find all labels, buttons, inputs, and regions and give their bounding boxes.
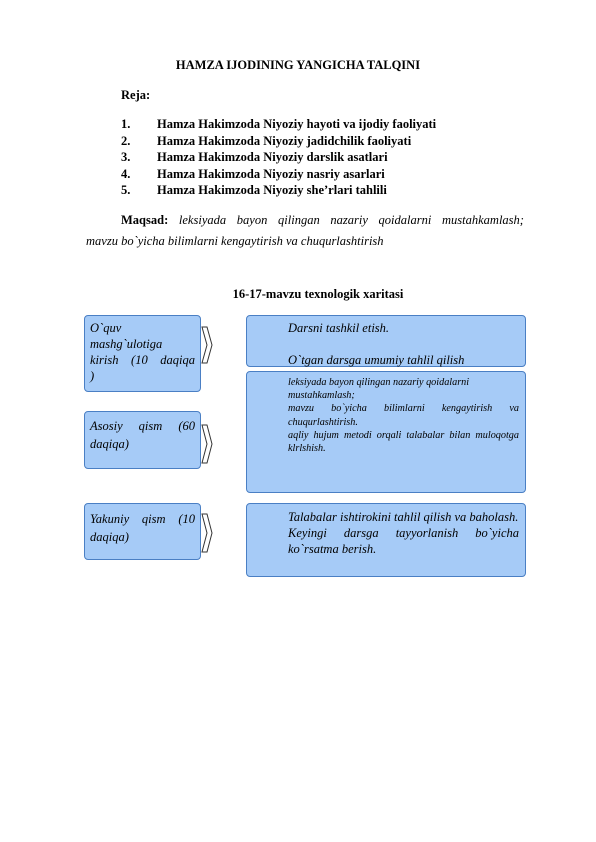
- section-subtitle: 16-17-mavzu texnologik xaritasi: [232, 287, 404, 301]
- plan-item-number: 4.: [121, 166, 131, 181]
- goal-word: leksiyada: [178, 213, 227, 227]
- stage-label-line: kirish (10 daqiqa: [90, 353, 195, 367]
- plan-item: [121, 182, 436, 199]
- stage-final-box: [84, 503, 201, 560]
- arrow-right-icon: [201, 326, 213, 364]
- stage-label-line: Asosiy qism (60: [90, 419, 195, 433]
- goal-line-2: [86, 231, 524, 252]
- goal-label: Maqsad:: [121, 213, 169, 227]
- plan-item-text: Hamza Hakimzoda Niyoziy hayoti va ijodiy faoliyati: [157, 117, 437, 131]
- arrow-right-icon: [201, 513, 213, 553]
- stage-label-line: daqiqa): [90, 437, 129, 451]
- stage-main-box: [84, 411, 201, 469]
- goal-word: nazariy: [330, 213, 368, 227]
- plan-heading: Reja:: [121, 88, 151, 102]
- stage-label-line: ): [90, 369, 95, 383]
- arrow-right-icon: [201, 424, 213, 464]
- plan-item-number: 3.: [121, 150, 131, 164]
- content-line: Keyingi darsga tayyorlanish bo`yicha ko`rsatma berish.: [288, 526, 519, 556]
- plan-item: [121, 149, 436, 166]
- goal-line-2-text: mavzu bo`yicha bilimlarni kengaytirish va chuqurlashtirish: [86, 234, 384, 248]
- content-line: leksiyada bayon qilingan nazariy qoidalarni mustahkamlash;: [288, 377, 470, 402]
- stage-main-content: [246, 371, 526, 493]
- stage-label-line: Yakuniy qism (10: [90, 512, 195, 526]
- stage-label-line: O`quv: [90, 321, 122, 335]
- plan-item-number: 5.: [121, 183, 131, 197]
- stage-intro-content: [246, 315, 526, 367]
- stage-final-content: [246, 503, 526, 577]
- plan-item-text: Hamza Hakimzoda Niyoziy darslik asatlari: [157, 150, 388, 164]
- plan-list: [121, 116, 436, 199]
- stage-label-line: daqiqa): [90, 530, 129, 544]
- content-line: Talabalar ishtirokini tahlil qilish va baholash.: [288, 510, 519, 524]
- stage-intro-box: [84, 315, 201, 392]
- plan-item: [121, 166, 436, 183]
- content-line: O`tgan darsga umumiy tahlil qilish: [288, 353, 465, 367]
- plan-item: [121, 116, 436, 133]
- plan-item-text: Hamza Hakimzoda Niyoziy nasriy asarlari: [157, 166, 385, 181]
- goal-word: mustahkamlash;: [442, 213, 524, 227]
- goal-word: bayon: [236, 213, 268, 227]
- plan-item-number: 2.: [121, 133, 131, 148]
- document-title: HAMZA IJODINING YANGICHA TALQINI: [175, 58, 421, 72]
- plan-item-text: Hamza Hakimzoda Niyoziy jadidchilik faoliyati: [157, 133, 412, 148]
- content-line: Darsni tashkil etish.: [288, 321, 390, 335]
- content-line: mavzu bo`yicha bilimlarni kengaytirish va chuqurlashtirish.: [288, 403, 519, 428]
- goal-paragraph: [86, 210, 524, 252]
- goal-line-1: [86, 210, 524, 231]
- goal-word: qoidalarni: [378, 213, 432, 227]
- stage-label-line: mashg`ulotiga: [90, 337, 163, 351]
- plan-item-number: 1.: [121, 117, 131, 131]
- content-line: aqliy hujum metodi orqali talabalar bilan muloqotga klrlshish.: [288, 429, 519, 455]
- plan-item-text: Hamza Hakimzoda Niyoziy she’rlari tahlili: [157, 183, 387, 197]
- goal-word: qilingan: [278, 213, 320, 227]
- content-spacer: [288, 336, 519, 352]
- plan-item: [121, 133, 436, 150]
